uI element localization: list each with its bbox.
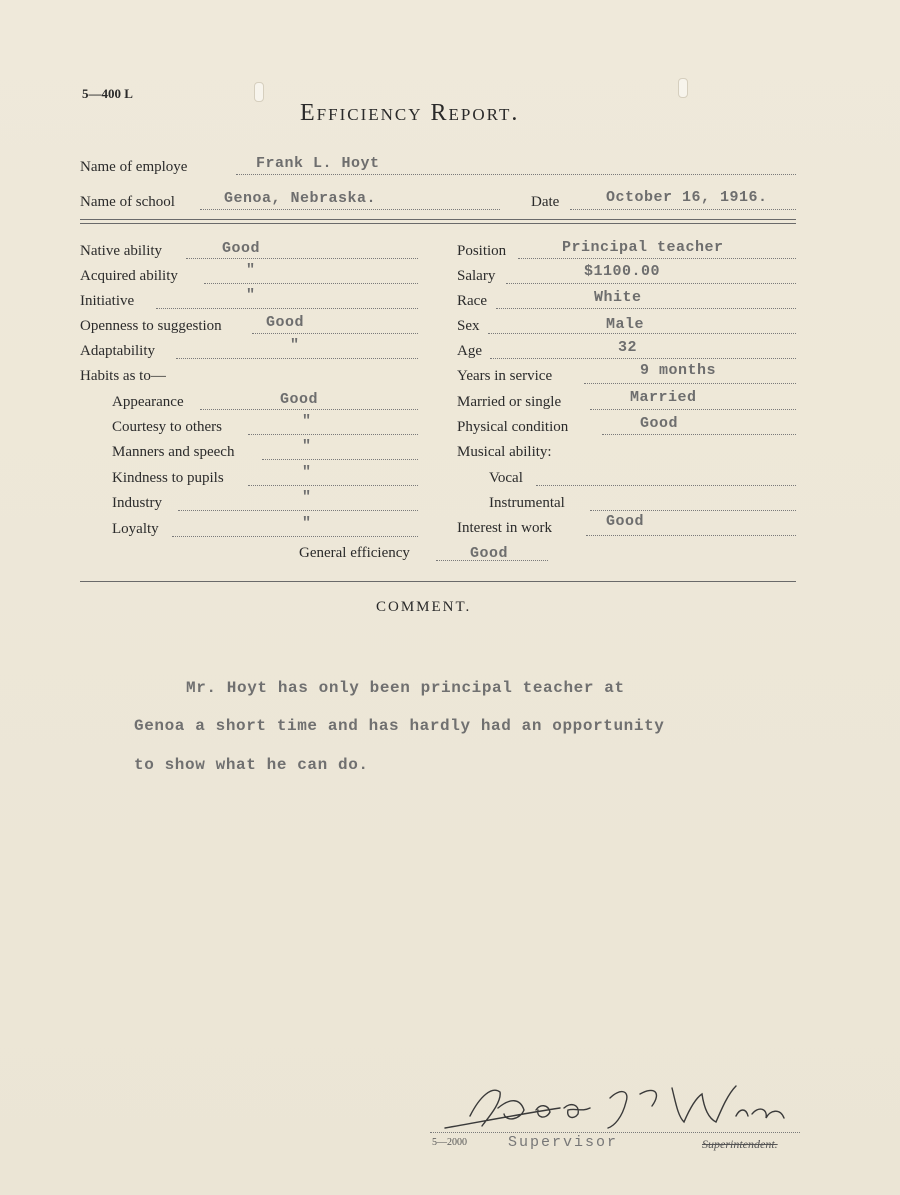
kindness-line — [248, 485, 418, 486]
instrumental-label: Instrumental — [489, 495, 565, 511]
race-label: Race — [457, 293, 487, 309]
school-label: Name of school — [80, 194, 175, 210]
kindness-label: Kindness to pupils — [112, 470, 224, 486]
courtesy-value: " — [302, 413, 312, 430]
physical-line — [602, 434, 796, 435]
race-value: White — [594, 289, 642, 306]
comment-line-3: to show what he can do. — [134, 756, 369, 774]
appearance-line — [200, 409, 418, 410]
form-number: 5—400 L — [82, 86, 133, 101]
industry-value: " — [302, 489, 312, 506]
initiative-value: " — [246, 287, 256, 304]
industry-label: Industry — [112, 495, 162, 511]
adaptability-line — [176, 358, 418, 359]
general-label: General efficiency — [299, 545, 410, 561]
date-value: October 16, 1916. — [606, 189, 768, 206]
manners-line — [262, 459, 418, 460]
acquired-ability-value: " — [246, 262, 256, 279]
age-line — [490, 358, 796, 359]
loyalty-value: " — [302, 515, 312, 532]
married-line — [590, 409, 796, 410]
school-value: Genoa, Nebraska. — [224, 190, 377, 207]
physical-label: Physical condition — [457, 419, 569, 435]
years-service-line — [584, 383, 796, 384]
employe-line — [236, 174, 796, 175]
years-service-label: Years in service — [457, 368, 553, 384]
initiative-line — [156, 308, 418, 309]
punch-hole-left — [254, 82, 264, 102]
employe-value: Frank L. Hoyt — [256, 155, 380, 172]
acquired-ability-label: Acquired ability — [80, 268, 178, 284]
position-value: Principal teacher — [562, 239, 724, 256]
comment-line-1: Mr. Hoyt has only been principal teacher at — [186, 679, 625, 697]
general-value: Good — [470, 545, 509, 562]
adaptability-value: " — [290, 337, 300, 354]
interest-line — [586, 535, 796, 536]
years-service-value: 9 months — [640, 362, 717, 379]
salary-value: $1100.00 — [584, 263, 661, 280]
initiative-label: Initiative — [80, 293, 135, 309]
punch-hole-right — [678, 78, 688, 98]
physical-value: Good — [640, 415, 679, 432]
superintendent-struck: Superintendent. — [702, 1137, 778, 1151]
comment-line-2: Genoa a short time and has hardly had an opportunity — [134, 717, 665, 735]
musical-label: Musical ability: — [457, 444, 552, 460]
printer-code: 5—2000 — [432, 1137, 467, 1148]
openness-label: Openness to suggestion — [80, 318, 222, 334]
kindness-value: " — [302, 464, 312, 481]
age-value: 32 — [618, 339, 638, 356]
courtesy-label: Courtesy to others — [112, 419, 222, 435]
habits-label: Habits as to— — [80, 368, 166, 384]
courtesy-line — [248, 434, 418, 435]
salary-line — [506, 283, 796, 284]
sex-label: Sex — [457, 318, 480, 334]
married-label: Married or single — [457, 394, 562, 410]
native-ability-label: Native ability — [80, 243, 163, 259]
vocal-line — [536, 485, 796, 486]
adaptability-label: Adaptability — [80, 343, 155, 359]
date-label: Date — [531, 194, 560, 210]
manners-value: " — [302, 438, 312, 455]
race-line — [496, 308, 796, 309]
openness-value: Good — [266, 314, 305, 331]
position-label: Position — [457, 243, 507, 259]
appearance-value: Good — [280, 391, 319, 408]
loyalty-label: Loyalty — [112, 521, 159, 537]
native-ability-line — [186, 258, 418, 259]
openness-line — [252, 333, 418, 334]
loyalty-line — [172, 536, 418, 537]
native-ability-value: Good — [222, 240, 261, 257]
report-title: Efficiency Report. — [300, 100, 520, 126]
signature-line — [430, 1132, 800, 1133]
vocal-label: Vocal — [489, 470, 523, 486]
interest-label: Interest in work — [457, 520, 552, 536]
comment-heading: COMMENT. — [376, 599, 472, 615]
industry-line — [178, 510, 418, 511]
section-rule — [80, 581, 796, 582]
header-rule-bottom — [80, 223, 796, 224]
married-value: Married — [630, 389, 697, 406]
instrumental-line — [590, 510, 796, 511]
position-line — [518, 258, 796, 259]
header-rule-top — [80, 219, 796, 220]
age-label: Age — [457, 343, 482, 359]
manners-label: Manners and speech — [112, 444, 235, 460]
school-line — [200, 209, 500, 210]
interest-value: Good — [606, 513, 645, 530]
date-line — [570, 209, 796, 210]
employe-label: Name of employe — [80, 159, 188, 175]
sex-value: Male — [606, 316, 645, 333]
appearance-label: Appearance — [112, 394, 184, 410]
acquired-ability-line — [204, 283, 418, 284]
sex-line — [488, 333, 796, 334]
signature-image — [440, 1078, 800, 1134]
salary-label: Salary — [457, 268, 496, 284]
supervisor-caption: Supervisor — [508, 1134, 619, 1151]
